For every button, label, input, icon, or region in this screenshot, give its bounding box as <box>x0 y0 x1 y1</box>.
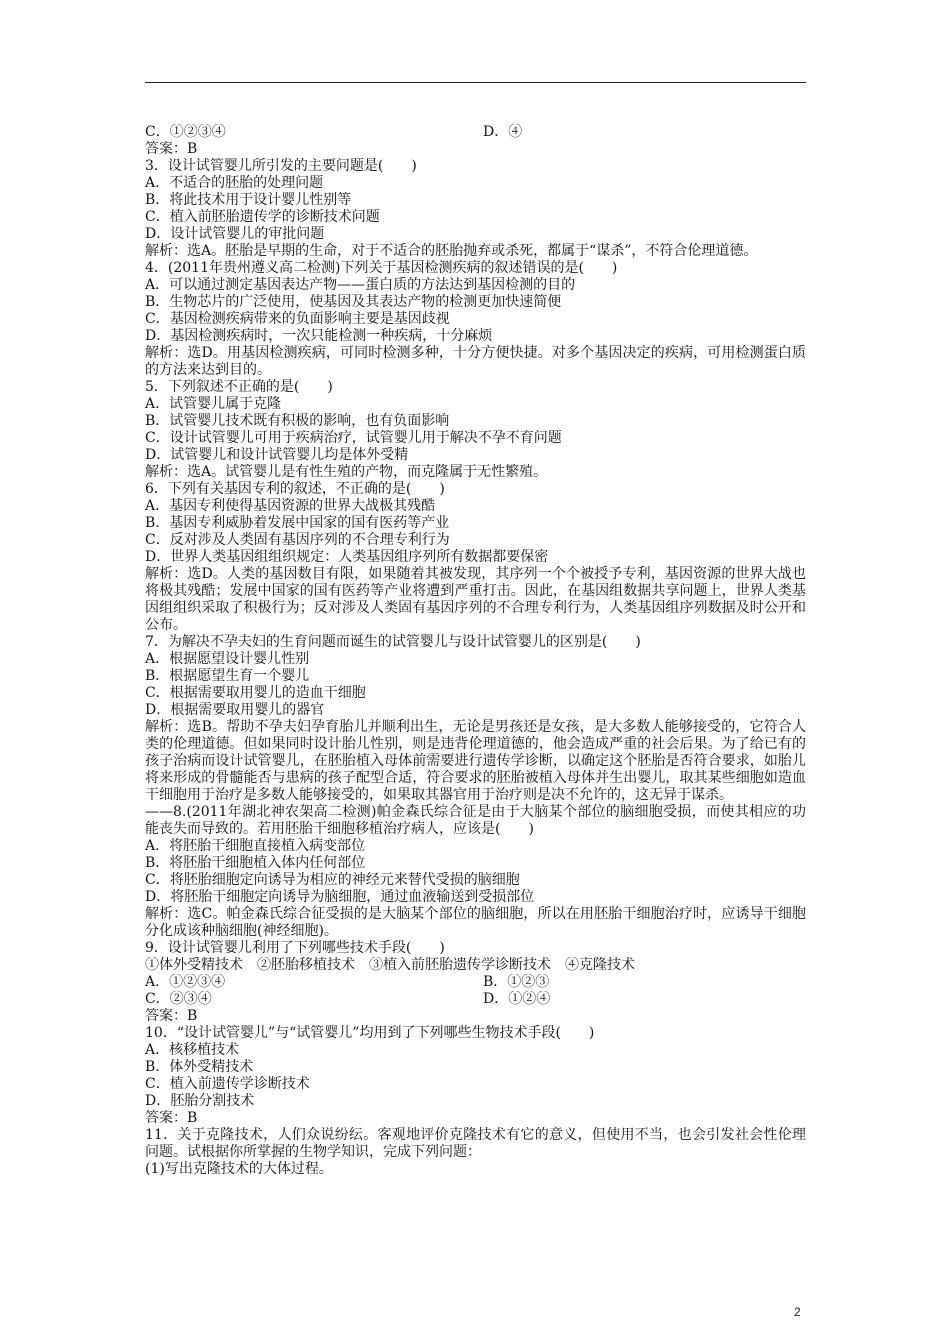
q9-items: ①体外受精技术 ②胚胎移植技术 ③植入前胚胎遗传学诊断技术 ④克隆技术 <box>145 957 635 973</box>
q9-option-a: A．①②③④ <box>145 974 226 990</box>
q5-question: 5．下列叙述不正确的是( ) <box>145 379 333 395</box>
header-rule <box>145 82 806 83</box>
q9-option-d: D．①②④ <box>483 991 551 1007</box>
page-number: 2 <box>794 1305 801 1319</box>
q10-question: 10．“设计试管婴儿”与“试管婴儿”均用到了下列哪些生物技术手段( ) <box>145 1025 595 1041</box>
q11-question: 11．关于克隆技术，人们众说纷纭。客观地评价克隆技术有它的意义，但使用不当，也会引发社会性伦理问题。试根据你所掌握的生物学知识，完成下列问题： <box>145 1127 806 1160</box>
q10-answer: 答案：B <box>145 1110 198 1126</box>
q10-option-a: A．核移植技术 <box>145 1042 240 1058</box>
q5-analysis: 解析：选A。试管婴儿是有性生殖的产物，而克隆属于无性繁殖。 <box>145 464 548 480</box>
q7-option-a: A．根据愿望设计婴儿性别 <box>145 651 310 667</box>
q8-option-c: C．将胚胎细胞定向诱导为相应的神经元来替代受损的脑细胞 <box>145 872 520 888</box>
q6-analysis: 解析：选D。人类的基因数目有限，如果随着其被发现，其序列一个个被授予专利，基因资源的世界大战也将极其残酷；发展中国家的国有医药等产业将遭到严重打击。因此，在基因组数据共享问题上，世界人类基因组组织采取了积极行为；反对涉及人类固有基因序列的不合理专利行为，人类基因组序列数据及时公开和公布。 <box>145 566 806 633</box>
q8-analysis: 解析：选C。帕金森氏综合征受损的是大脑某个部位的脑细胞，所以在用胚胎干细胞治疗时，应诱导干细胞分化成该种脑细胞(神经细胞)。 <box>145 906 806 939</box>
q8-option-b: B．将胚胎干细胞植入体内任何部位 <box>145 855 366 871</box>
q8-question: ——8.(2011年湖北神农架高二检测)帕金森氏综合征是由于大脑某个部位的脑细胞受损，而使其相应的功能丧失而导致的。若用胚胎干细胞移植治疗病人，应该是( ) <box>145 804 806 837</box>
q11-sub-question-1: (1)写出克隆技术的大体过程。 <box>145 1161 333 1177</box>
q3-analysis: 解析：选A。胚胎是早期的生命，对于不适合的胚胎抛弃或杀死，都属于“谋杀”，不符合伦理道德。 <box>145 243 758 259</box>
q8-option-a: A．将胚胎干细胞直接植入病变部位 <box>145 838 366 854</box>
q5-option-b: B．试管婴儿技术既有积极的影响，也有负面影响 <box>145 413 450 429</box>
q9-answer: 答案：B <box>145 1008 198 1024</box>
q5-option-c: C．设计试管婴儿可用于疾病治疗，试管婴儿用于解决不孕不育问题 <box>145 430 562 446</box>
q4-option-a: A．可以通过测定基因表达产物——蛋白质的方法达到基因检测的目的 <box>145 277 576 293</box>
q9-option-b: B．①②③ <box>483 974 550 990</box>
q3-option-c: C．植入前胚胎遗传学的诊断技术问题 <box>145 209 380 225</box>
q10-option-d: D．胚胎分割技术 <box>145 1093 255 1109</box>
q3-option-a: A．不适合的胚胎的处理问题 <box>145 175 324 191</box>
q9-question: 9．设计试管婴儿利用了下列哪些技术手段( ) <box>145 940 445 956</box>
q4-analysis: 解析：选D。用基因检测疾病，可同时检测多种，十分方便快捷。对多个基因决定的疾病，可用检测蛋白质的方法来达到目的。 <box>145 345 806 378</box>
q6-option-b: B．基因专利威胁着发展中国家的国有医药等产业 <box>145 515 450 531</box>
q9-options-row-1 <box>145 974 806 991</box>
q3-question: 3．设计试管婴儿所引发的主要问题是( ) <box>145 158 417 174</box>
q6-option-a: A．基因专利使得基因资源的世界大战极其残酷 <box>145 498 436 514</box>
q2-options-row <box>145 124 806 141</box>
q9-options-row-2 <box>145 991 806 1008</box>
q2-option-c: C．①②③④ <box>145 124 226 140</box>
q10-option-c: C．植入前遗传学诊断技术 <box>145 1076 310 1092</box>
q4-option-b: B．生物芯片的广泛使用，使基因及其表达产物的检测更加快速简便 <box>145 294 562 310</box>
q7-analysis: 解析：选B。帮助不孕夫妇孕育胎儿并顺利出生，无论是男孩还是女孩，是大多数人能够接受的，它符合人类的伦理道德。但如果同时设计胎儿性别，则是违背伦理道德的，他会造成严重的社会后果。为了给已有的孩子治病而设计试管婴儿，在胚胎植入母体前需要进行遗传学诊断，以确定这个胚胎是否符合要求，如胎儿将来形成的骨髓能否与患病的孩子配型合适，符合要求的胚胎被植入母体并生出婴儿，取其某些细胞如造血干细胞用于治疗是多数人能够接受的，如果取其器官用于治疗则是决不允许的，这无异于谋杀。 <box>145 719 806 803</box>
q2-option-d: D．④ <box>483 124 523 140</box>
q6-question: 6．下列有关基因专利的叙述，不正确的是( ) <box>145 481 445 497</box>
q7-option-d: D．根据需要取用婴儿的器官 <box>145 702 325 718</box>
page-content <box>145 124 806 1178</box>
q7-question: 7．为解决不孕夫妇的生育问题而诞生的试管婴儿与设计试管婴儿的区别是( ) <box>145 634 641 650</box>
q5-option-d: D．试管婴儿和设计试管婴儿均是体外受精 <box>145 447 409 463</box>
q10-option-b: B．体外受精技术 <box>145 1059 254 1075</box>
q4-question: 4．(2011年贵州遵义高二检测)下列关于基因检测疾病的叙述错误的是( ) <box>145 260 618 276</box>
q2-answer: 答案：B <box>145 141 198 157</box>
q6-option-c: C．反对涉及人类固有基因序列的不合理专利行为 <box>145 532 450 548</box>
q9-option-c: C．②③④ <box>145 991 212 1007</box>
q7-option-b: B．根据愿望生育一个婴儿 <box>145 668 310 684</box>
q6-option-d: D．世界人类基因组组织规定：人类基因组序列所有数据都要保密 <box>145 549 549 565</box>
q3-option-b: B．将此技术用于设计婴儿性别等 <box>145 192 352 208</box>
q4-option-d: D．基因检测疾病时，一次只能检测一种疾病，十分麻烦 <box>145 328 493 344</box>
q3-option-d: D．设计试管婴儿的审批问题 <box>145 226 325 242</box>
q4-option-c: C．基因检测疾病带来的负面影响主要是基因歧视 <box>145 311 450 327</box>
q5-option-a: A．试管婴儿属于克隆 <box>145 396 282 412</box>
q7-option-c: C．根据需要取用婴儿的造血干细胞 <box>145 685 366 701</box>
q8-option-d: D．将胚胎干细胞定向诱导为脑细胞，通过血液输送到受损部位 <box>145 889 535 905</box>
